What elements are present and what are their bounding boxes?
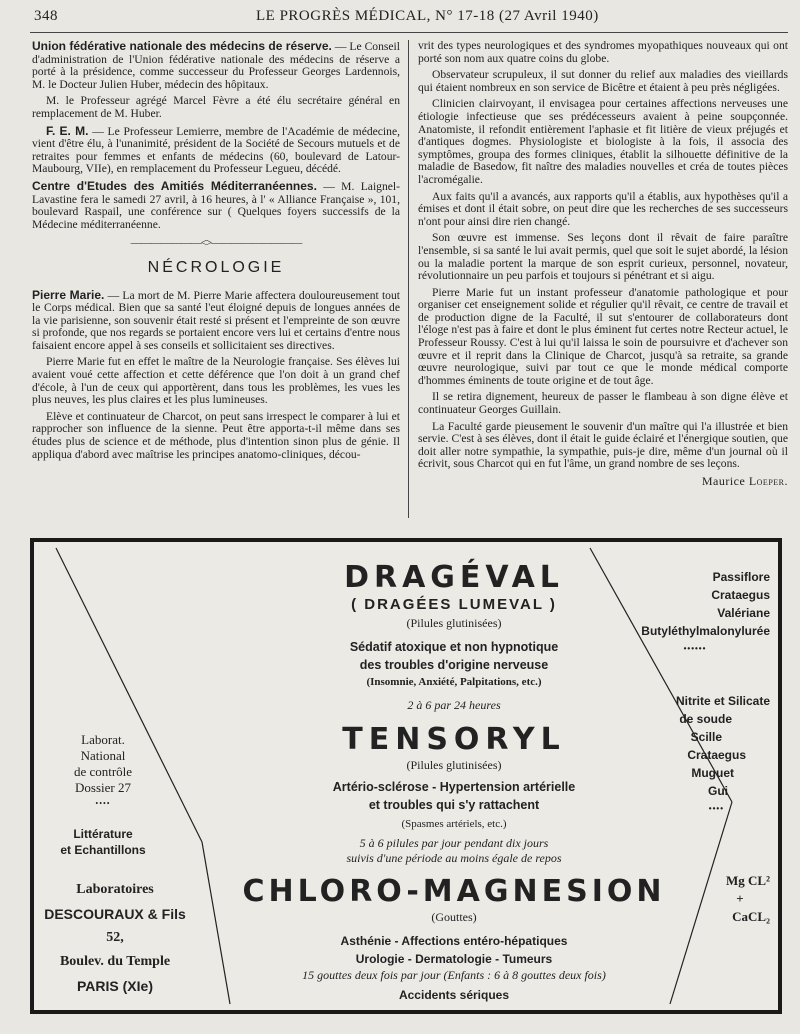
product-tensoryl-indications: (Spasmes artériels, etc.) <box>401 818 507 830</box>
advertisement <box>30 538 782 1014</box>
product-tensoryl-description <box>194 778 714 814</box>
formula-line: CaCL₂ <box>732 909 770 924</box>
product-dragéval-subtitle: ( DRAGÉES LUMEVAL ) <box>351 596 557 613</box>
obituary-text: Pierre Marie fut en effet le maître de la Neurologie française. Ses élèves lui avaient voué cette affection et cette déférence que l'on doit à un grand chef d'école, à l'un de ceux qui apportèrent, dans tous les problèmes, les vues les plus neuves, les plus claires et les plus lumineuses. <box>32 355 400 407</box>
control-label <box>48 732 158 812</box>
obituary-text: La Faculté garde pieusement le souvenir d'un maître qui l'a illustrée et bien servie. C'est à ses élèves, dont il était le guide éclairé et l'énergique soutien, que doit aller notre sympathie, la sympathie, puis-je dire, même d'un journal où il écrivit, sous Charcot qui en fut l'âme, un grand nombre de ses leçons. <box>418 419 788 471</box>
obituary-text: — La mort de M. Pierre Marie affectera douloureusement tout le Corps médical. Bien que sa santé l'eut éloigné depuis de longues années de la vie parisienne, son souvenir était resté si présent et l'empreinte de son œuvre si profonde, que nos regards se portaient encore vers lui et certains d'entre nous faisaient encore appel à ses conseils et sollicitaient ses directives. <box>32 288 400 352</box>
label-line: Laborat. <box>81 732 125 747</box>
right-column <box>418 40 788 488</box>
news-text: — Le Professeur Lemierre, membre de l'Académie de médecine, vient d'être élu, à l'unanimité, président de la Société de Secours mutuels et de retraites pour femmes et enfants de médecins (60, boulevard de Latour-Maubourg, VIIe), en remplacement du Professeur Legueu, décédé. <box>32 124 400 176</box>
obituary-text: Elève et continuateur de Charcot, on peut sans irrespect le comparer à lui et rapprocher son influence de la sienne. Peut être apporta-t-il même dans ses études plus de science et de méthode, plus d'intention sinon plus de génie. Il appliqua d'abord avec maîtrise les principes anatomo-cliniques, décou- <box>32 409 400 461</box>
label-line: Dossier 27 <box>75 780 131 795</box>
ingredient: Crataegus <box>711 588 770 602</box>
column-divider <box>408 40 409 518</box>
signature-last-name: Loeper. <box>748 474 788 488</box>
ingredient: Scille <box>690 730 722 744</box>
ornament-divider: ———————<>————————— <box>130 237 302 250</box>
dosage-line: 5 à 6 pilules par jour pendant dix jours <box>359 836 549 850</box>
label-line: National <box>80 748 126 763</box>
product-chloro-magnesion-form: (Gouttes) <box>431 910 477 924</box>
ingredient: Passiflore <box>712 570 770 584</box>
dots-separator: •••••• <box>683 644 707 653</box>
ad-left-labels <box>48 732 158 858</box>
lab-address <box>40 878 190 998</box>
dots-separator: •••• <box>708 804 724 813</box>
header-rule <box>30 32 788 33</box>
ingredient: Valériane <box>717 606 770 620</box>
description-line: Asthénie - Affections entéro-hépatiques <box>340 934 568 948</box>
obituary-text: Il se retira dignement, heureux de passer le flambeau à son digne élève et continuateur Georges Guillain. <box>418 390 788 417</box>
lab-name: DESCOURAUX & Fils <box>44 906 186 922</box>
news-text: M. le Professeur agrégé Marcel Fèvre a été élu secrétaire général en remplacement de M. Huber. <box>32 94 400 120</box>
ingredient: Butyléthylmalonylurée <box>641 624 770 638</box>
news-item-centre <box>32 180 400 231</box>
label-line: Littérature <box>73 827 133 841</box>
news-item-union <box>32 40 400 91</box>
description-line: des troubles d'origine nerveuse <box>359 658 549 672</box>
formula-plus: + <box>736 891 744 906</box>
product-chloro-magnesion-name: CHLORO-MAGNESION <box>242 874 666 909</box>
product-tensoryl-dosage <box>194 836 714 866</box>
description-line: Artério-sclérose - Hypertension artérielle <box>332 780 576 794</box>
product-dragéval-dosage: 2 à 6 par 24 heures <box>407 698 501 712</box>
obituary-text: Aux faits qu'il a avancés, aux rapports qu'il a établis, aux hypothèses qu'il a émises et dont il était sobre, on peut dire que les recherches de ses successeurs n'ont pour ainsi dire rien changé. <box>418 189 788 228</box>
product-chloro-magnesion-indications: Accidents sériques <box>398 988 510 1002</box>
literature-label <box>48 826 158 858</box>
product-chloro-magnesion-description <box>194 932 714 968</box>
news-lead: Centre d'Etudes des Amitiés Méditerranéennes. <box>32 178 317 193</box>
product-dragéval-form: (Pilules glutinisées) <box>406 616 502 630</box>
product-chloro-magnesion-dosage: 15 gouttes deux fois par jour (Enfants : 6 à 8 gouttes deux fois) <box>302 968 606 982</box>
dots-separator: •••• <box>95 799 111 808</box>
product-dragéval-name: DRAGÉVAL <box>344 560 564 595</box>
description-line: Sédatif atoxique et non hypnotique <box>349 640 559 654</box>
product-tensoryl-form: (Pilules glutinisées) <box>406 758 502 772</box>
news-text: — Le Conseil d'administration de l'Union fédérative nationale des médecins de réserve a porté à la présidence, comme successeur du Professeur Georges Lardennois, M. le Docteur Julien Huber, médecin des hôpitaux. <box>32 40 401 91</box>
author-signature <box>418 475 788 488</box>
lab-line: 52, <box>106 930 124 945</box>
lab-line: Laboratoires <box>76 882 154 897</box>
ingredient: Muguet <box>691 766 734 780</box>
section-heading-necrologie: NÉCROLOGIE <box>147 258 285 276</box>
ingredient: Crataegus <box>687 748 746 762</box>
label-line: de contrôle <box>73 764 133 779</box>
obituary-name: Pierre Marie. <box>32 287 105 302</box>
ingredient: Gui <box>708 784 728 798</box>
ingredient: de soude <box>679 712 732 726</box>
label-line: et Echantillons <box>60 843 146 857</box>
obituary-text: Son œuvre est immense. Ses leçons dont il rêvait de faire paraître l'ensemble, si sa santé le lui avait permis, quel que soit le sujet abordé, la lésion ou la maladie portent la marque de son esprit curieux, personnel, novateur, révolutionnaire un peu parfois et toujours si pénétrant et si aigu. <box>418 231 788 283</box>
obituary-text: Clinicien clairvoyant, il envisagea pour certaines affections nerveuses une étiologie infectieuse que ses prédécesseurs avaient à peine soupçonnée. Anatomiste, il refondit entièrement l'aphasie et fit litière de vieux préjugés et d'antiques dogmes. Physiologiste et biologiste à la fois, il associa des symptômes, groupa des formes cliniques, établit la silhouette définitive de la maladie de Basedow, fit naître des maladies nouvelles et créa de toutes pièces l'acromégalie. <box>418 97 788 186</box>
formula-line: Mg CL² <box>726 873 770 888</box>
signature-first-name: Maurice <box>701 474 746 488</box>
lab-line: PARIS (XIe) <box>77 978 153 994</box>
obituary-text: Pierre Marie fut un instant professeur d'anatomie pathologique et pour organiser cet enseignement solide et régulier qu'il rêvait, ce centre de travail et de production digne de la Faculté, il sut s'entourer de collaborateurs dont l'éloge n'est pas à faire et dont le plus éminent fut certes notre Recteur actuel, le Professeur Roussy. C'est à lui qu'il laissa le soin de poursuivre et d'achever son œuvre et il reprit dans la Clinique de Charcot, jusqu'à sa retraite, sa grande œuvre neurologique, suivi par tout ce que le monde médical comporte d'hommes éminents de toute origine et de tout âge. <box>418 285 788 387</box>
product-dragéval-indications: (Insomnie, Anxiété, Palpitations, etc.) <box>366 676 542 688</box>
obituary-text: vrit des types neurologiques et des syndromes myopathiques nouveaux qui ont porté son nom aux quatre coins du globe. <box>418 39 788 65</box>
journal-title: LE PROGRÈS MÉDICAL, N° 17-18 (27 Avril 1940) <box>256 8 599 24</box>
description-line: Urologie - Dermatologie - Tumeurs <box>355 952 553 966</box>
obituary-intro <box>32 289 400 353</box>
left-column <box>32 40 400 465</box>
dosage-line: suivis d'une période au moins égale de repos <box>346 851 562 865</box>
product-dragéval-description <box>194 638 714 674</box>
lab-line: Boulev. du Temple <box>59 954 171 969</box>
description-line: et troubles qui s'y rattachent <box>368 798 540 812</box>
obituary-text: Observateur scrupuleux, il sut donner du relief aux maladies des vieillards qui étaient nombreux en son service de Bicêtre et étaient à peu près négligées. <box>418 68 788 94</box>
news-item-fem <box>32 125 400 176</box>
product-tensoryl-name: TENSORYL <box>342 722 566 757</box>
news-lead: Union fédérative nationale des médecins de réserve. <box>32 39 332 53</box>
news-text: — M. Laignel-Lavastine fera le samedi 27 avril, à 16 heures, à l' « Alliance Française », 101, boulevard Raspail, une conférence sur ( Quelques foyers successifs de la Médecine méditerranéenne. <box>32 179 400 231</box>
page-number: 348 <box>34 8 58 24</box>
page-header <box>34 8 784 30</box>
news-lead: F. E. M. <box>46 123 89 138</box>
ingredient: Nitrite et Silicate <box>675 694 770 708</box>
